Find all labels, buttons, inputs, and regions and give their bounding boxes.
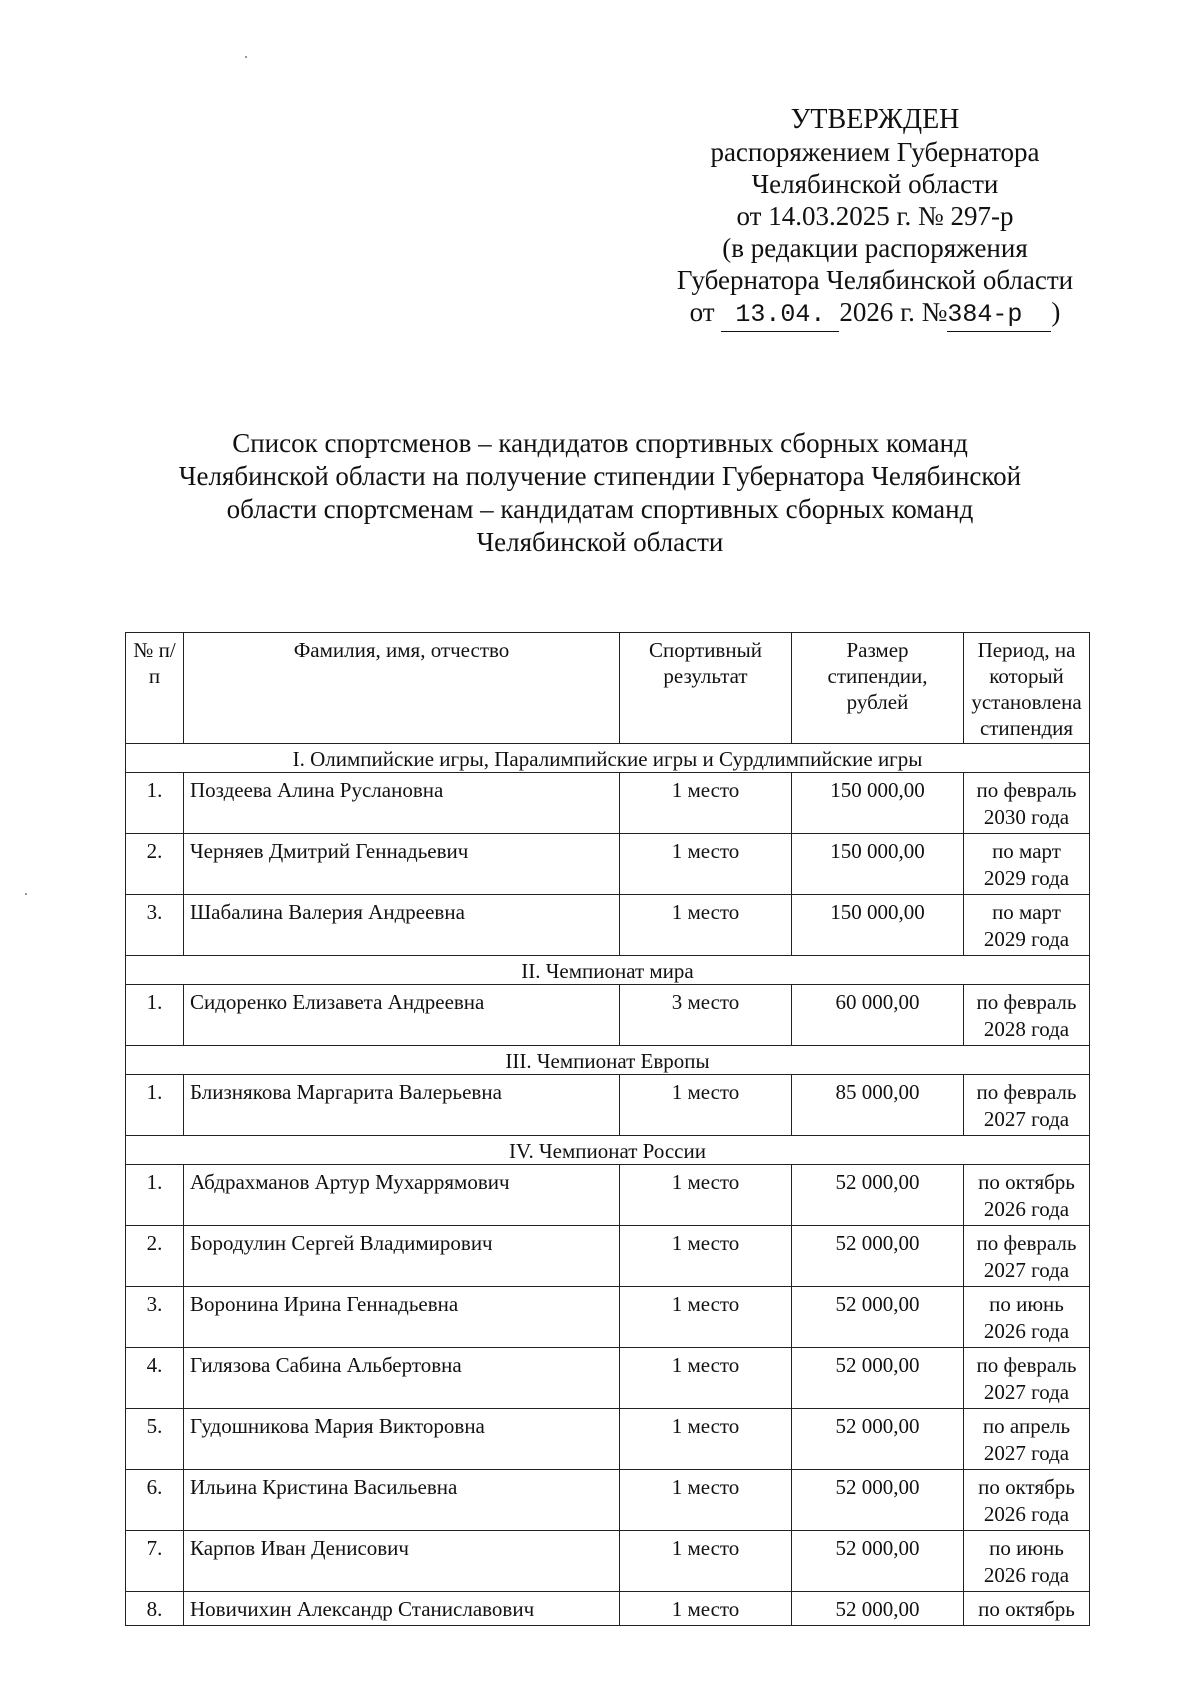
row-number: 7. xyxy=(126,1531,184,1592)
sport-result: 1 место xyxy=(620,773,792,834)
amendment-date: 13.04. xyxy=(735,300,826,329)
sport-result: 1 место xyxy=(620,1165,792,1226)
sport-result: 1 место xyxy=(620,895,792,956)
scan-speck xyxy=(245,56,247,58)
stipend-amount: 150 000,00 xyxy=(792,834,964,895)
section-row xyxy=(126,1136,1090,1165)
athlete-name: Карпов Иван Денисович xyxy=(184,1531,620,1592)
sport-result: 1 место xyxy=(620,1531,792,1592)
stipend-amount: 52 000,00 xyxy=(792,1165,964,1226)
athlete-name: Гилязова Сабина Альбертовна xyxy=(184,1348,620,1409)
row-number: 3. xyxy=(126,1287,184,1348)
approval-stamp-block xyxy=(600,104,1150,332)
stipend-period: по февраль 2027 года xyxy=(964,1348,1090,1409)
section-row xyxy=(126,744,1090,773)
table-header xyxy=(126,633,1090,744)
stipend-amount: 52 000,00 xyxy=(792,1409,964,1470)
table-row xyxy=(126,1075,1090,1136)
stipend-period: по февраль 2027 года xyxy=(964,1226,1090,1287)
athlete-name: Близнякова Маргарита Валерьевна xyxy=(184,1075,620,1136)
amendment-number: 384-р xyxy=(947,300,1023,329)
section-title: III. Чемпионат Европы xyxy=(126,1046,1090,1075)
sport-result: 1 место xyxy=(620,1409,792,1470)
stipend-amount: 52 000,00 xyxy=(792,1287,964,1348)
sport-result: 1 место xyxy=(620,1470,792,1531)
amendment-number-field xyxy=(947,296,1051,332)
document-title xyxy=(125,427,1075,559)
row-number: 4. xyxy=(126,1348,184,1409)
sport-result: 1 место xyxy=(620,1075,792,1136)
scan-speck xyxy=(25,893,27,895)
header-period: Период, на который установлена стипендия xyxy=(964,633,1090,744)
table-row xyxy=(126,1592,1090,1626)
sport-result: 1 место xyxy=(620,1226,792,1287)
stipend-amount: 52 000,00 xyxy=(792,1348,964,1409)
header-num: № п/п xyxy=(126,633,184,744)
approval-heading: УТВЕРЖДЕН xyxy=(790,104,960,135)
sport-result: 1 место xyxy=(620,1348,792,1409)
stipend-period: по март 2029 года xyxy=(964,895,1090,956)
athlete-name: Черняев Дмитрий Геннадьевич xyxy=(184,834,620,895)
sport-result: 3 место xyxy=(620,985,792,1046)
stipend-period: по октябрь 2026 года xyxy=(964,1470,1090,1531)
stipend-period: по октябрь 2026 года xyxy=(964,1165,1090,1226)
stipend-amount: 85 000,00 xyxy=(792,1075,964,1136)
table-row xyxy=(126,1409,1090,1470)
amendment-from: от xyxy=(689,297,715,327)
stipend-amount: 52 000,00 xyxy=(792,1470,964,1531)
table-row xyxy=(126,895,1090,956)
row-number: 1. xyxy=(126,1075,184,1136)
row-number: 2. xyxy=(126,834,184,895)
table-row xyxy=(126,834,1090,895)
amendment-year: 2026 г. № xyxy=(839,297,948,327)
stipend-period: по февраль 2028 года xyxy=(964,985,1090,1046)
approval-line: (в редакции распоряжения xyxy=(722,233,1028,263)
sport-result: 1 место xyxy=(620,834,792,895)
title-line: Челябинской области xyxy=(476,527,724,557)
section-row xyxy=(126,1046,1090,1075)
section-title: I. Олимпийские игры, Паралимпийские игры и Сурдлимпийские игры xyxy=(126,744,1090,773)
athlete-name: Воронина Ирина Геннадьевна xyxy=(184,1287,620,1348)
amendment-date-field xyxy=(721,296,839,332)
row-number: 1. xyxy=(126,985,184,1046)
table-body xyxy=(126,744,1090,1626)
stipend-period: по апрель 2027 года xyxy=(964,1409,1090,1470)
sport-result: 1 место xyxy=(620,1592,792,1626)
amendment-close: ) xyxy=(1051,297,1061,327)
approval-line: Губернатора Челябинской области xyxy=(676,265,1074,295)
athlete-name: Поздеева Алина Руслановна xyxy=(184,773,620,834)
athlete-name: Ильина Кристина Васильевна xyxy=(184,1470,620,1531)
header-name: Фамилия, имя, отчество xyxy=(184,633,620,744)
stipend-period: по июнь 2026 года xyxy=(964,1531,1090,1592)
stipend-period: по март 2029 года xyxy=(964,834,1090,895)
section-row xyxy=(126,956,1090,985)
athlete-name: Сидоренко Елизавета Андреевна xyxy=(184,985,620,1046)
row-number: 5. xyxy=(126,1409,184,1470)
athlete-name: Шабалина Валерия Андреевна xyxy=(184,895,620,956)
table-row xyxy=(126,1531,1090,1592)
stipend-amount: 52 000,00 xyxy=(792,1592,964,1626)
stipend-amount: 60 000,00 xyxy=(792,985,964,1046)
approval-line: Челябинской области xyxy=(751,169,999,199)
stipend-amount: 52 000,00 xyxy=(792,1226,964,1287)
title-line: Список спортсменов – кандидатов спортивных сборных команд xyxy=(232,428,968,458)
stipend-period: по июнь 2026 года xyxy=(964,1287,1090,1348)
row-number: 2. xyxy=(126,1226,184,1287)
table-row xyxy=(126,1348,1090,1409)
header-amount: Размер стипендии, рублей xyxy=(792,633,964,744)
section-title: II. Чемпионат мира xyxy=(126,956,1090,985)
stipend-period: по октябрь xyxy=(964,1592,1090,1626)
table-row xyxy=(126,985,1090,1046)
sport-result: 1 место xyxy=(620,1287,792,1348)
table-row xyxy=(126,1287,1090,1348)
approval-line: от 14.03.2025 г. № 297-р xyxy=(736,201,1014,231)
section-title: IV. Чемпионат России xyxy=(126,1136,1090,1165)
title-line: области спортсменам – кандидатам спортивных сборных команд xyxy=(226,494,974,524)
athlete-name: Бородулин Сергей Владимирович xyxy=(184,1226,620,1287)
stipend-amount: 52 000,00 xyxy=(792,1531,964,1592)
stipend-amount: 150 000,00 xyxy=(792,895,964,956)
stipend-period: по февраль 2030 года xyxy=(964,773,1090,834)
athlete-name: Абдрахманов Артур Мухаррямович xyxy=(184,1165,620,1226)
row-number: 8. xyxy=(126,1592,184,1626)
header-result: Спортивный результат xyxy=(620,633,792,744)
row-number: 3. xyxy=(126,895,184,956)
approval-line: распоряжением Губернатора xyxy=(710,137,1040,167)
table-row xyxy=(126,773,1090,834)
row-number: 1. xyxy=(126,773,184,834)
stipend-period: по февраль 2027 года xyxy=(964,1075,1090,1136)
table-row xyxy=(126,1470,1090,1531)
row-number: 1. xyxy=(126,1165,184,1226)
table-row xyxy=(126,1226,1090,1287)
athlete-name: Гудошникова Мария Викторовна xyxy=(184,1409,620,1470)
stipend-amount: 150 000,00 xyxy=(792,773,964,834)
row-number: 6. xyxy=(126,1470,184,1531)
athletes-table xyxy=(125,632,1090,1626)
athlete-name: Новичихин Александр Станиславович xyxy=(184,1592,620,1626)
table-row xyxy=(126,1165,1090,1226)
amendment-date-line xyxy=(600,296,1150,332)
title-line: Челябинской области на получение стипендии Губернатора Челябинской xyxy=(178,461,1022,491)
